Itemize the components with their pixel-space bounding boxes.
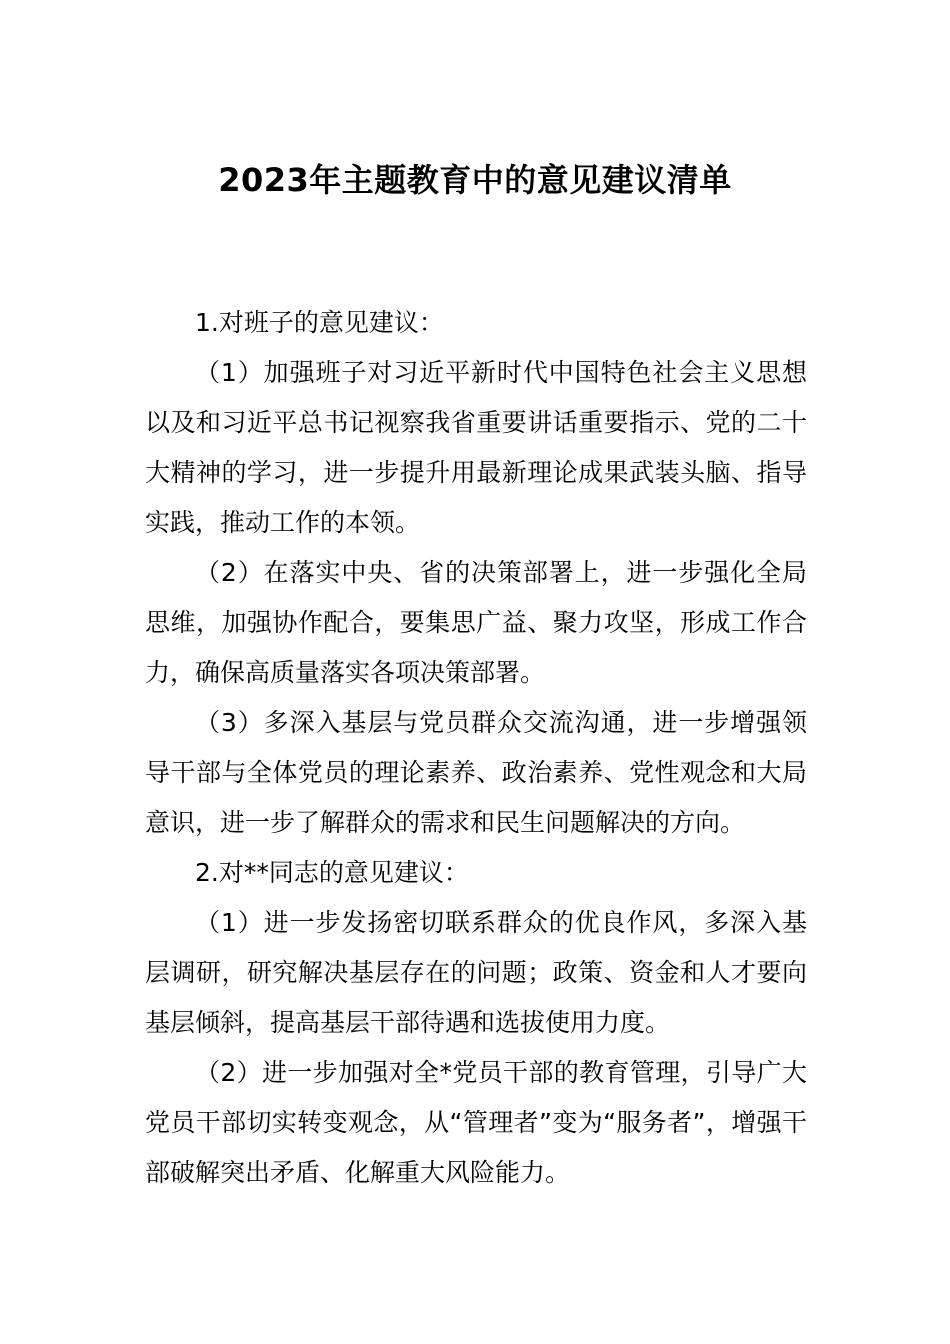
section-1-item-3: （3）多深入基层与党员群众交流沟通，进一步增强领导干部与全体党员的理论素养、政治素养、党性观念和大局意识，进一步了解群众的需求和民生问题解决的方向。 [145, 708, 807, 837]
section-heading-2: 2.对**同志的意见建议： [195, 858, 469, 887]
section-1-item-1: （1）加强班子对习近平新时代中国特色社会主义思想以及和习近平总书记视察我省重要讲话重要指示、党的二十大精神的学习，进一步提升用最新理论成果武装头脑、指导实践，推动工作的本领。 [145, 358, 807, 537]
section-2-item-1: （1）进一步发扬密切联系群众的优良作风，多深入基层调研，研究解决基层存在的问题；政策、资金和人才要向基层倾斜，提高基层干部待遇和选拔使用力度。 [145, 908, 807, 1037]
section-1-item-2: （2）在落实中央、省的决策部署上，进一步强化全局思维，加强协作配合，要集思广益、聚力攻坚，形成工作合力，确保高质量落实各项决策部署。 [145, 558, 807, 687]
document-body [145, 298, 807, 1198]
document-title: 2023年主题教育中的意见建议清单 [218, 161, 732, 199]
section-heading-1: 1.对班子的意见建议： [195, 308, 444, 337]
section-2-item-2: （2）进一步加强对全*党员干部的教育管理，引导广大党员干部切实转变观念，从“管理者”变为“服务者”，增强干部破解突出矛盾、化解重大风险能力。 [145, 1058, 807, 1187]
